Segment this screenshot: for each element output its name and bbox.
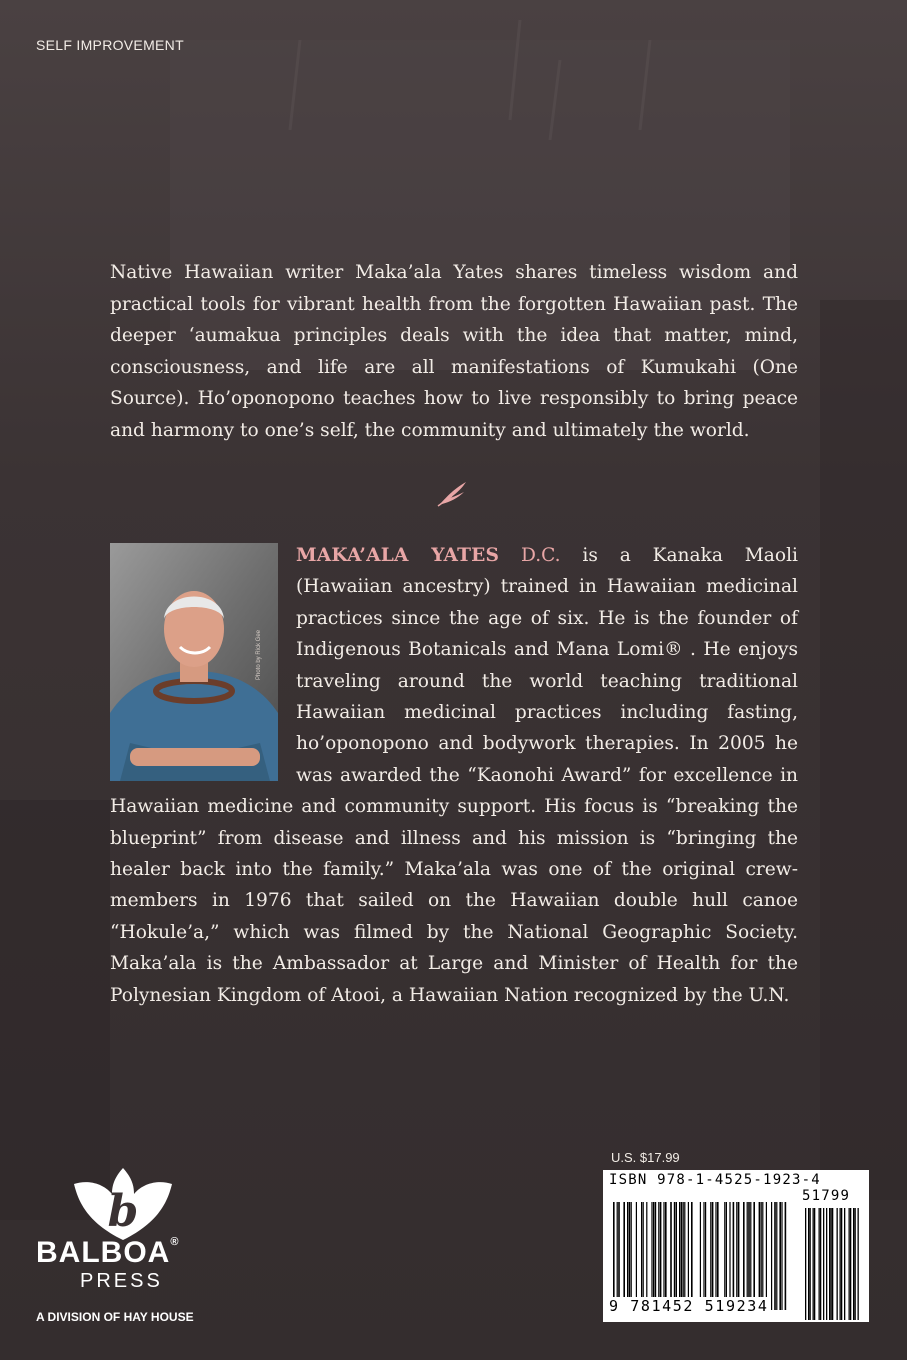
blurb-text: Native Hawaiian writer Maka’ala Yates shares timeless wisdom and practical tools for vibrant health from the forgotten Hawaiian past. The deeper ‘aumakua principles deals with the idea that matter, mind, consciousness, and life are all manifestations of Kumukahi (One Source). Ho’oponopono teaches how to live responsibly to bring peace and harmony to one’s self, the community and ultimately the world.	[110, 262, 798, 441]
author-degree: D.C.	[520, 545, 561, 566]
description-blurb	[110, 257, 798, 447]
isbn-label: ISBN 978-1-4525-1923-4	[609, 1172, 821, 1188]
publisher-name	[36, 1236, 206, 1270]
isbn-barcode	[603, 1170, 869, 1322]
isbn-addon: 51799	[802, 1188, 851, 1204]
category-label: SELF IMPROVEMENT	[36, 37, 184, 53]
registered-mark: ®	[170, 1236, 180, 1248]
bio-text: is a Kanaka Maoli (Hawaiian ancestry) trained in Hawaiian medicinal practices since the age of six. He is the founder of Indigenous Botanicals and Mana Lomi® . He enjoys traveling around the world teaching traditional Hawaiian medicinal practices including fasting, ho’oponopono and bodywork therapies. In 2005 he was awarded the “Kaonohi Award” for excellence in Hawaiian medicine and community support. His focus is “breaking the blueprint” from disease and illness and his mission is “bringing the healer back into the family.” Maka’ala was one of the original crew-members in 1976 that sailed on the Hawaiian double hull canoe “Hokule’a,” which was filmed by the National Geographic Society. Maka’ala is the Ambassador at Large and Minister of Health for the Polynesian Kingdom of Atooi, a Hawaiian Nation recognized by the U.N.	[110, 545, 798, 1006]
feather-ornament-icon	[436, 478, 472, 508]
publisher-sub: PRESS	[80, 1270, 163, 1292]
price-label: U.S. $17.99	[611, 1150, 680, 1165]
publisher-logo	[36, 1166, 206, 1331]
publisher-division: A DIVISION OF HAY HOUSE	[36, 1310, 194, 1324]
photo-spacer	[110, 540, 278, 788]
lotus-b-icon	[68, 1166, 178, 1246]
logo-letter: b	[107, 1186, 139, 1237]
author-name: MAKA’ALA YATES	[296, 545, 500, 566]
publisher-name-text: BALBOA	[36, 1236, 171, 1269]
ean-digits: 9 781452 519234	[609, 1297, 769, 1315]
author-bio	[110, 540, 798, 1011]
